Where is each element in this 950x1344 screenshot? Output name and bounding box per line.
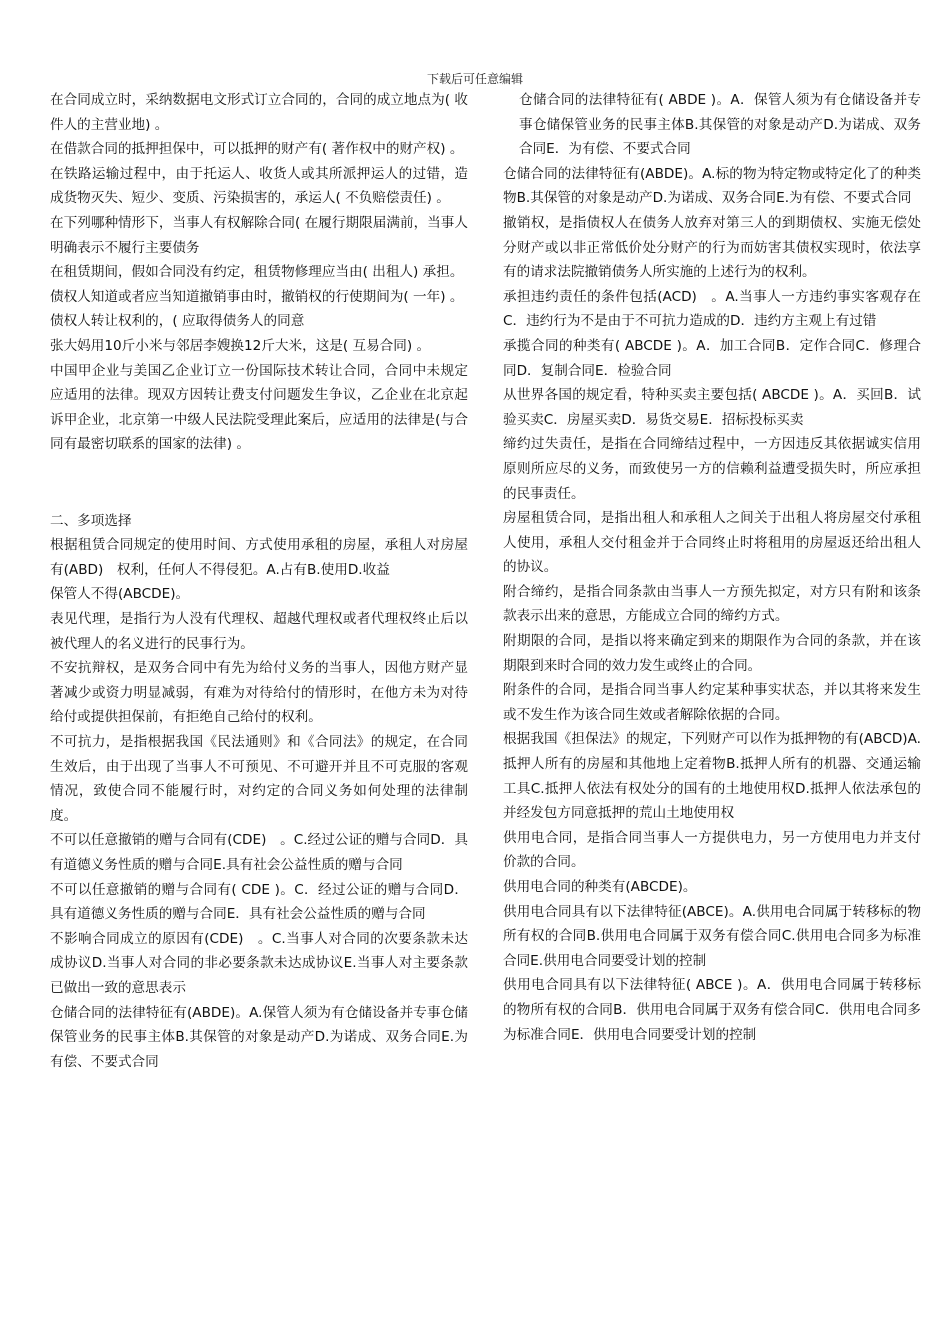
left-paragraph: 张大妈用10斤小米与邻居李嫂换12斤大米，这是( 互易合同) 。	[50, 337, 431, 354]
right-paragraph: 房屋租赁合同，是指出租人和承租人之间关于出租人将房屋交付承租人使用，承租人交付租金并于合同终止时将租用的房屋返还给出租人的协议。	[503, 510, 921, 576]
left-paragraph: 不可抗力，是指根据我国《民法通则》和《合同法》的规定，在合同生效后，由于出现了当事人不可预见、不可避开并且不可克服的客观情况，致使合同不能履行时，对约定的合同义务如何处理的法律制度。	[50, 734, 468, 824]
right-paragraph: 仓储合同的法律特征有(ABDE)。A.标的物为特定物或特定化了的种类物B.其保管的对象是动产D.为诺成、双务合同E.为有偿、不要式合同	[503, 165, 921, 207]
left-paragraph: 不可以任意撤销的赠与合同有(CDE) 。C.经过公证的赠与合同D．具有道德义务性质的赠与合同E.具有社会公益性质的赠与合同	[50, 832, 468, 873]
right-paragraph: 附合缔约，是指合同条款由当事人一方预先拟定，对方只有附和该条款表示出来的意思，方能成立合同的缔约方式。	[503, 583, 921, 625]
left-paragraph	[50, 471, 468, 496]
right-paragraph: 从世界各国的规定看，特种买卖主要包括( ABCDE )。A．买回B．试验买卖C．房屋买卖D．易货交易E．招标投标买卖	[503, 387, 921, 428]
right-paragraph: 承揽合同的种类有( ABCDE )。A．加工合同B．定作合同C．修理合同D．复制合同E．检验合同	[503, 337, 921, 379]
left-paragraph: 在铁路运输过程中，由于托运人、收货人或其所派押运人的过错，造成货物灭失、短少、变质、污染损害的，承运人( 不负赔偿责任) 。	[50, 165, 468, 207]
left-paragraph: 保管人不得(ABCDE)。	[50, 586, 190, 603]
left-paragraph: 在借款合同的抵押担保中，可以抵押的财产有( 著作权中的财产权) 。	[50, 141, 464, 158]
left-paragraph: 二、多项选择	[50, 512, 132, 529]
right-paragraph: 供用电合同的种类有(ABCDE)。	[503, 879, 697, 895]
left-paragraph: 债权人转让权利的，( 应取得债务人的同意	[50, 313, 305, 330]
left-paragraph: 表见代理，是指行为人没有代理权、超越代理权或者代理权终止后以被代理人的名义进行的民事行为。	[50, 611, 468, 652]
left-paragraph: 仓储合同的法律特征有(ABDE)。A.保管人须为有仓储设备并专事仓储保管业务的民事主体B.其保管的对象是动产D.为诺成、双务合同E.为有偿、不要式合同	[50, 1004, 468, 1070]
right-paragraph: 附期限的合同，是指以将来确定到来的期限作为合同的条款，并在该期限到来时合同的效力发生或终止的合同。	[503, 633, 921, 674]
left-paragraph: 债权人知道或者应当知道撤销事由时，撤销权的行使期间为( 一年) 。	[50, 288, 464, 305]
right-paragraph: 供用电合同，是指合同当事人一方提供电力，另一方使用电力并支付价款的合同。	[503, 829, 921, 871]
right-paragraph: 承担违约责任的条件包括(ACD) 。A.当事人一方违约事实客观存在C．违约行为不是由于不可抗力造成的D．违约方主观上有过错	[503, 288, 921, 330]
right-paragraph: 供用电合同具有以下法律特征(ABCE)。A.供用电合同属于转移标的物所有权的合同B.供用电合同属于双务有偿合同C.供用电合同多为标准合同E.供用电合同要受计划的控制	[503, 903, 921, 969]
right-paragraph: 附条件的合同，是指合同当事人约定某种事实状态，并以其将来发生或不发生作为该合同生效或者解除依据的合同。	[503, 682, 921, 723]
left-paragraph: 不可以任意撤销的赠与合同有( CDE )。C．经过公证的赠与合同D．具有道德义务性质的赠与合同E．具有社会公益性质的赠与合同	[50, 881, 468, 923]
left-paragraph: 根据租赁合同规定的使用时间、方式使用承租的房屋，承租人对房屋有(ABD) 权利，任何人不得侵犯。A.占有B.使用D.收益	[50, 537, 468, 578]
left-paragraph: 在合同成立时，采纳数据电文形式订立合同的，合同的成立地点为( 收件人的主营业地) 。	[50, 92, 468, 133]
left-column	[50, 88, 468, 1074]
left-paragraph: 不影响合同成立的原因有(CDE) 。C.当事人对合同的次要条款未达成协议D.当事人对合同的非必要条款未达成协议E.当事人对主要条款已做出一致的意思表示	[50, 930, 468, 996]
right-column	[503, 88, 921, 1047]
right-paragraph: 缔约过失责任，是指在合同缔结过程中，一方因违反其依据诚实信用原则所应尽的义务，而致使另一方的信赖利益遭受损失时，所应承担的民事责任。	[503, 436, 921, 502]
left-paragraph: 在租赁期间，假如合同没有约定，租赁物修理应当由( 出租人) 承担。	[50, 264, 464, 281]
left-paragraph: 中国甲企业与美国乙企业订立一份国际技术转让合同，合同中未规定应适用的法律。现双方因转让费支付问题发生争议，乙企业在北京起诉甲企业，北京第一中级人民法院受理此案后，应适用的法律是(与合同有最密切联系的国家的法律) 。	[50, 362, 468, 453]
right-paragraph: 撤销权，是指债权人在债务人放弃对第三人的到期债权、实施无偿处分财产或以非正常低价处分财产的行为而妨害其债权实现时，依法享有的请求法院撤销债务人所实施的上述行为的权利。	[503, 214, 921, 281]
right-paragraph: 仓储合同的法律特征有( ABDE )。A．保管人须为有仓储设备并专事仓储保管业务的民事主体B.其保管的对象是动产D.为诺成、双务合同E．为有偿、不要式合同	[519, 92, 921, 158]
right-paragraph: 供用电合同具有以下法律特征( ABCE )。A．供用电合同属于转移标的物所有权的合同B．供用电合同属于双务有偿合同C．供用电合同多为标准合同E．供用电合同要受计划的控制	[503, 977, 921, 1043]
right-paragraph: 根据我国《担保法》的规定，下列财产可以作为抵押物的有(ABCD)A.抵押人所有的房屋和其他地上定着物B.抵押人所有的机器、交通运输工具C.抵押人依法有权处分的国有的土地使用权D.抵押人依法承包的并经发包方同意抵押的荒山土地使用权	[503, 731, 921, 822]
page-header: 下载后可任意编辑	[426, 72, 523, 86]
left-paragraph: 不安抗辩权，是双务合同中有先为给付义务的当事人，因他方财产显著减少或资力明显减弱，有难为对待给付的情形时，在他方未为对待给付或提供担保前，有拒绝自己给付的权利。	[50, 660, 468, 726]
left-paragraph: 在下列哪种情形下，当事人有权解除合同( 在履行期限届满前，当事人明确表示不履行主要债务	[50, 214, 468, 256]
